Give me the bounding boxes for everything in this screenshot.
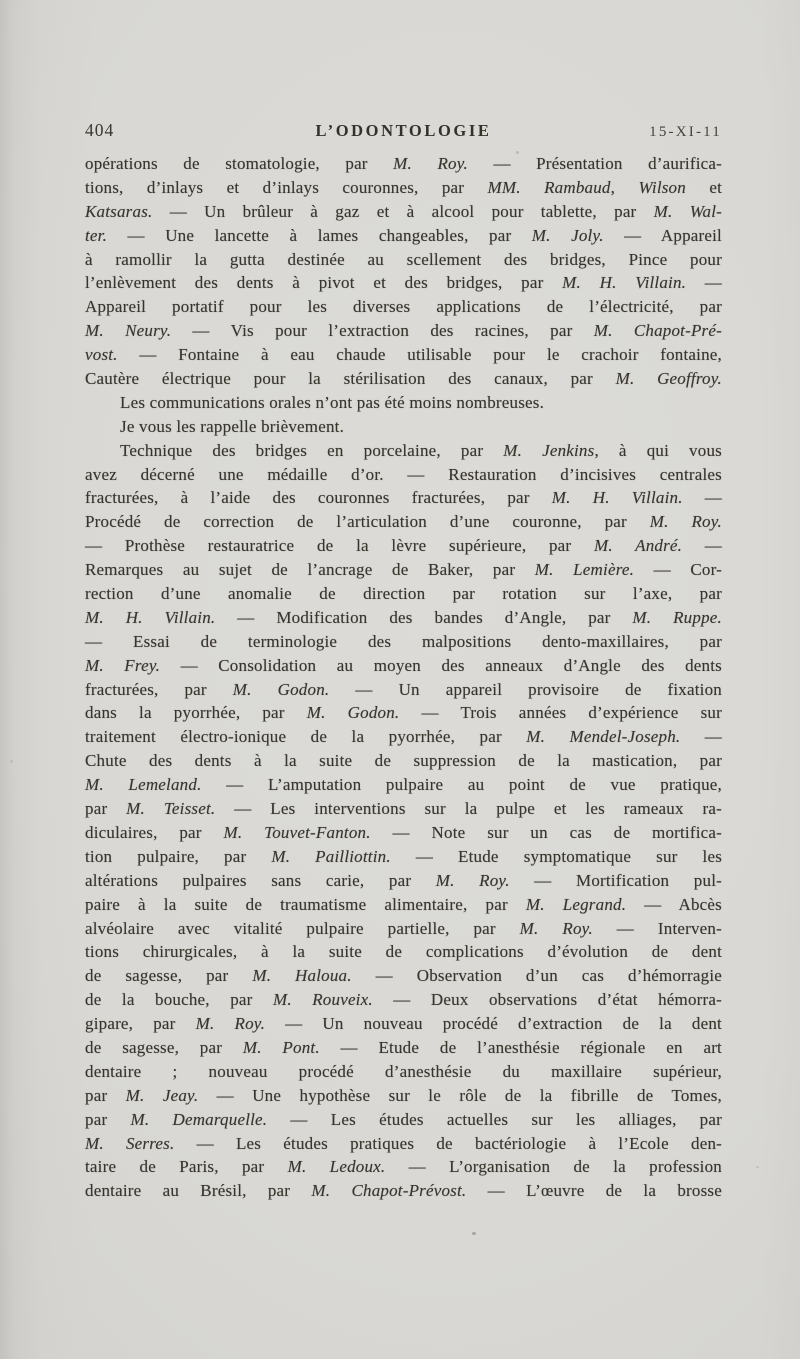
text-line [85, 486, 722, 510]
text-segment: — Consolidation au moyen des anneaux d’Angle des dents [160, 655, 722, 675]
text-line [85, 654, 722, 678]
author-name: M. Roy. [649, 512, 722, 532]
text-segment: — [682, 536, 722, 556]
text-segment: de sagesse, par [85, 966, 253, 986]
paper-speck [10, 760, 13, 763]
author-name: M. Pailliottin. [271, 846, 391, 866]
text-segment: altérations pulpaires sans carie, par [85, 870, 436, 890]
paper-speck [472, 1232, 476, 1235]
author-name: M. Pont. [242, 1037, 320, 1057]
text-segment: — Une lancette à lames changeables, par [107, 225, 532, 245]
text-segment: , [610, 177, 639, 197]
text-segment: — Un appareil provisoire de fixation [329, 679, 722, 699]
text-segment: gipare, par [85, 1014, 196, 1034]
text-segment: — Abcès [626, 894, 722, 914]
author-name: M. Godon. [232, 679, 330, 699]
text-line [85, 1155, 722, 1179]
text-line [85, 367, 722, 391]
text-segment: — Mortification pul- [509, 870, 722, 890]
text-line [85, 343, 722, 367]
issue-date: 15-XI-11 [649, 124, 722, 140]
text-line [85, 725, 722, 749]
text-segment: — Vis pour l’extraction des racines, par [171, 321, 594, 341]
body-text [85, 152, 722, 1203]
author-name: vost. [85, 345, 118, 365]
text-segment: — Essai de terminologie des malpositions dento-maxillaires, par [85, 631, 722, 651]
author-name: M. Wal- [653, 201, 723, 221]
text-segment: — Etude symptomatique sur les [390, 846, 723, 866]
text-line [85, 224, 722, 248]
text-segment: Procédé de correction de l’articulation d’une couronne, par [85, 512, 650, 532]
author-name: Katsaras. [85, 201, 153, 221]
text-segment: rection d’une anomalie de direction par rotation sur l’axe, par [85, 584, 722, 604]
text-line [85, 869, 722, 893]
text-segment: fracturées, par [85, 679, 233, 699]
text-line [85, 630, 722, 654]
text-line [85, 773, 722, 797]
text-segment: l’enlèvement des dents à pivot et des bridges, par [85, 273, 563, 293]
text-segment: — Les études actuelles sur les alliages, par [267, 1109, 722, 1129]
text-segment: Appareil portatif pour les diverses applications de l’électricité, par [85, 297, 722, 317]
text-line [85, 558, 722, 582]
author-name: M. Jenkins [503, 440, 595, 460]
text-segment: fracturées, à l’aide des couronnes fracturées, par [85, 488, 552, 508]
text-segment: de la bouche, par [85, 990, 273, 1010]
text-segment: — Un nouveau procédé d’extraction de la dent [265, 1014, 722, 1034]
text-segment: — Modification des bandes d’Angle, par [215, 607, 633, 627]
author-name: M. H. Villain. [85, 607, 216, 627]
text-line [85, 415, 722, 439]
text-line [85, 1179, 722, 1203]
text-segment: opérations de stomatologie, par [85, 154, 394, 173]
author-name: M. André. [593, 536, 683, 556]
page-number: 404 [85, 120, 115, 140]
text-line [85, 1084, 722, 1108]
text-line [85, 248, 722, 272]
author-name: M. Rouveix. [272, 990, 373, 1010]
text-segment: — L’organisation de la profession [385, 1157, 723, 1177]
author-name: M. Lemière. [534, 560, 635, 580]
author-name: M. Ledoux. [287, 1157, 386, 1177]
text-line [85, 797, 722, 821]
author-name: M. Roy. [435, 870, 510, 890]
text-segment: Je vous les rappelle brièvement. [120, 416, 345, 436]
text-line [85, 152, 722, 176]
text-segment: — [686, 273, 722, 293]
text-segment: — Un brûleur à gaz et à alcool pour tablette, par [152, 201, 654, 221]
text-segment: — Présentation d’aurifica- [468, 154, 722, 173]
text-segment: — Cor- [634, 560, 723, 580]
journal-title: L’ODONTOLOGIE [315, 121, 492, 140]
text-line [85, 271, 722, 295]
author-name: M. Serres. [85, 1133, 175, 1153]
author-name: M. Lemeland. [85, 775, 202, 795]
text-segment: — Note sur un cas de mortifica- [370, 822, 722, 842]
author-name: M. Joly. [531, 225, 604, 245]
text-segment: — Une hypothèse sur le rôle de la fibrille de Tomes, [198, 1085, 722, 1105]
text-segment: — Deux observations d’état hémorra- [372, 990, 722, 1010]
text-line [85, 582, 722, 606]
text-segment: Technique des bridges en porcelaine, par [120, 440, 504, 460]
text-segment: , à qui vous [594, 440, 722, 460]
text-line [85, 176, 722, 200]
text-segment: — [680, 727, 722, 747]
text-segment: diculaires, par [85, 822, 224, 842]
text-segment: dans la pyorrhée, par [85, 703, 307, 723]
text-line [85, 1108, 722, 1132]
text-line [85, 964, 722, 988]
text-segment: tions chirurgicales, à la suite de complications d’évolution de dent [85, 942, 722, 962]
text-segment: — Etude de l’anesthésie régionale en art [319, 1037, 722, 1057]
author-name: M. Roy. [195, 1014, 266, 1034]
text-segment: traitement électro-ionique de la pyorrhée, par [85, 727, 527, 747]
text-segment: et [685, 177, 723, 197]
text-segment: de sagesse, par [85, 1037, 243, 1057]
text-line [85, 1132, 722, 1156]
text-line [85, 510, 722, 534]
text-segment: paire à la suite de traumatisme alimentaire, par [85, 894, 526, 914]
text-segment: — Observation d’un cas d’hémorragie [351, 966, 722, 986]
author-name: MM. Rambaud [487, 177, 611, 197]
author-name: M. Teisset. [126, 799, 216, 819]
text-segment: Remarques au sujet de l’ancrage de Baker, par [85, 560, 535, 580]
text-segment: — Interven- [592, 918, 722, 938]
author-name: M. Jeay. [125, 1085, 199, 1105]
author-name: M. Mendel-Joseph. [526, 727, 681, 747]
author-name: M. Roy. [519, 918, 593, 938]
author-name: Wilson [638, 177, 686, 197]
author-name: M. Demarquelle. [130, 1109, 268, 1129]
text-line [85, 988, 722, 1012]
text-line [85, 749, 722, 773]
text-line [85, 534, 722, 558]
text-line [85, 200, 722, 224]
text-line [85, 845, 722, 869]
author-name: M. Godon. [306, 703, 400, 723]
text-line [85, 701, 722, 725]
text-line [85, 940, 722, 964]
text-segment: Chute des dents à la suite de suppression de la mastication, par [85, 751, 722, 771]
text-segment: par [85, 1085, 126, 1105]
text-segment: tion pulpaire, par [85, 846, 272, 866]
text-line [85, 1036, 722, 1060]
text-line [85, 319, 722, 343]
text-segment: — Les interventions sur la pulpe et les rameaux ra- [215, 799, 722, 819]
author-name: M. Touvet-Fanton. [223, 822, 371, 842]
text-segment: avez décerné une médaille d’or. — Restauration d’incisives centrales [85, 464, 722, 484]
text-line [85, 295, 722, 319]
text-line [85, 821, 722, 845]
text-segment: tions, d’inlays et d’inlays couronnes, par [85, 177, 488, 197]
author-name: ter. [85, 225, 108, 245]
text-segment: — Prothèse restauratrice de la lèvre supérieure, par [85, 536, 594, 556]
text-segment: — Trois années d’expérience sur [399, 703, 722, 723]
text-segment: par [85, 799, 127, 819]
text-line [85, 1060, 722, 1084]
text-segment: dentaire au Brésil, par [85, 1181, 312, 1201]
page-header [85, 120, 722, 141]
text-line [85, 893, 722, 917]
text-line [85, 391, 722, 415]
text-line [85, 439, 722, 463]
text-segment: dentaire ; nouveau procédé d’anesthésie du maxillaire supérieur, [85, 1061, 722, 1081]
text-line [85, 463, 722, 487]
author-name: M. Chapot-Prévost. [311, 1181, 467, 1201]
text-segment: Les communications orales n’ont pas été moins nombreuses. [120, 392, 545, 412]
author-name: M. Haloua. [252, 966, 352, 986]
text-segment: — L’amputation pulpaire au point de vue pratique, [201, 775, 723, 795]
text-line [85, 678, 722, 702]
author-name: M. Geoffroy. [615, 369, 722, 389]
text-segment: taire de Paris, par [85, 1157, 288, 1177]
text-segment: à ramollir la gutta destinée au scellement des bridges, Pince pour [85, 249, 722, 269]
text-line [85, 606, 722, 630]
text-segment: — [682, 488, 722, 508]
text-segment: alvéolaire avec vitalité pulpaire partielle, par [85, 918, 520, 938]
author-name: M. Ruppe. [632, 607, 722, 627]
text-segment: — Fontaine à eau chaude utilisable pour le crachoir fontaine, [117, 345, 722, 365]
paper-speck [756, 1166, 759, 1168]
text-segment: — L’œuvre de la brosse [466, 1181, 722, 1201]
author-name: M. H. Villain. [562, 273, 687, 293]
author-name: M. Neury. [85, 321, 172, 341]
author-name: M. Chapot-Pré- [593, 321, 722, 341]
text-segment: Cautère électrique pour la stérilisation des canaux, par [85, 369, 616, 389]
author-name: M. H. Villain. [551, 488, 683, 508]
text-segment: — Les études pratiques de bactériologie à l’Ecole den- [174, 1133, 723, 1153]
author-name: M. Roy. [393, 154, 468, 173]
text-segment: — Appareil [603, 225, 722, 245]
author-name: M. Frey. [85, 655, 161, 675]
text-line [85, 917, 722, 941]
text-line [85, 1012, 722, 1036]
author-name: M. Legrand. [525, 894, 627, 914]
text-segment: par [85, 1109, 131, 1129]
